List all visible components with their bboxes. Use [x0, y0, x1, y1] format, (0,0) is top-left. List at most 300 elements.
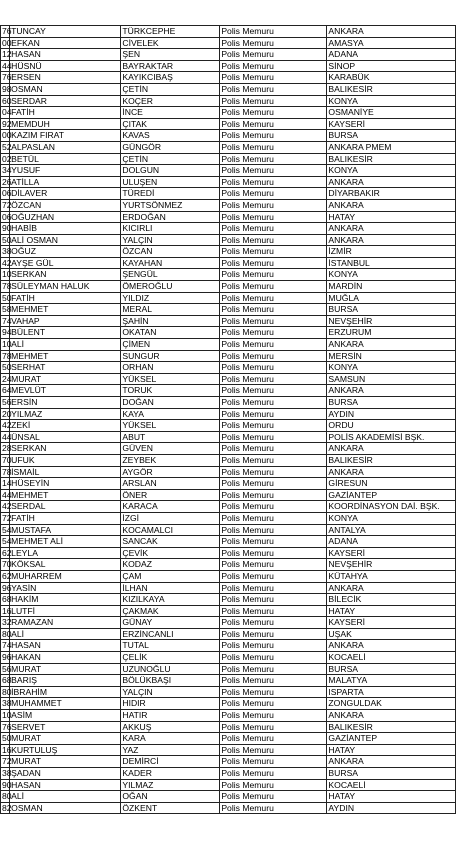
city-cell: BALIKESİR: [327, 153, 456, 165]
row-number-cell: 74: [2, 315, 12, 326]
city-cell: KONYA: [327, 512, 456, 524]
city-cell: BİLECİK: [327, 594, 456, 606]
table-row: [1, 547, 456, 559]
surname-cell: ARSLAN: [121, 478, 220, 490]
table-row: [1, 791, 456, 803]
row-number-cell: 04: [2, 107, 12, 118]
first-name-cell: MURAT: [10, 733, 121, 745]
row-number-cell: 96: [2, 582, 12, 593]
surname-cell: KARA: [121, 733, 220, 745]
first-name-cell: FATİH: [10, 512, 121, 524]
row-number-cell: 80: [2, 791, 12, 802]
table-row: [1, 768, 456, 780]
first-name-cell: SERHAT: [10, 362, 121, 374]
city-cell: ANKARA: [327, 339, 456, 351]
first-name-cell: HAKİM: [10, 594, 121, 606]
first-name-cell: ALİ: [10, 628, 121, 640]
first-name-cell: SERKAN: [10, 269, 121, 281]
rank-cell: Polis Memuru: [220, 744, 327, 756]
surname-cell: ÇEVİK: [121, 547, 220, 559]
table-row: [1, 570, 456, 582]
surname-cell: ÖZKENT: [121, 802, 220, 814]
city-cell: AYDIN: [327, 408, 456, 420]
row-number-cell: 26: [2, 176, 12, 187]
rank-cell: Polis Memuru: [220, 141, 327, 153]
city-cell: GİRESUN: [327, 478, 456, 490]
rank-cell: Polis Memuru: [220, 385, 327, 397]
first-name-cell: MUHARREM: [10, 570, 121, 582]
personnel-table-body: [1, 26, 456, 814]
table-row: [1, 153, 456, 165]
surname-cell: İLHAN: [121, 582, 220, 594]
city-cell: ANKARA: [327, 582, 456, 594]
first-name-cell: ŞADAN: [10, 768, 121, 780]
row-number-cell: 06: [2, 211, 12, 222]
first-name-cell: SÜLEYMAN HALUK: [10, 281, 121, 293]
first-name-cell: YUSUF: [10, 165, 121, 177]
rank-cell: Polis Memuru: [220, 489, 327, 501]
rank-cell: Polis Memuru: [220, 165, 327, 177]
rank-cell: Polis Memuru: [220, 698, 327, 710]
table-row: [1, 478, 456, 490]
rank-cell: Polis Memuru: [220, 675, 327, 687]
first-name-cell: DİLAVER: [10, 188, 121, 200]
table-row: [1, 675, 456, 687]
surname-cell: YALÇIN: [121, 234, 220, 246]
city-cell: KOCAELİ: [327, 779, 456, 791]
surname-cell: ULUŞEN: [121, 176, 220, 188]
surname-cell: GÜNGÖR: [121, 141, 220, 153]
surname-cell: KOÇER: [121, 95, 220, 107]
first-name-cell: ZEKİ: [10, 420, 121, 432]
city-cell: HATAY: [327, 791, 456, 803]
city-cell: MARDİN: [327, 281, 456, 293]
row-number-cell: 64: [2, 385, 12, 396]
rank-cell: Polis Memuru: [220, 466, 327, 478]
surname-cell: GÜNAY: [121, 617, 220, 629]
surname-cell: ŞEN: [121, 49, 220, 61]
first-name-cell: İBRAHİM: [10, 686, 121, 698]
table-row: [1, 292, 456, 304]
first-name-cell: MEHMET: [10, 489, 121, 501]
city-cell: KARABÜK: [327, 72, 456, 84]
row-number-cell: 54: [2, 524, 12, 535]
rank-cell: Polis Memuru: [220, 60, 327, 72]
surname-cell: KAYIKCIBAŞ: [121, 72, 220, 84]
surname-cell: İNCE: [121, 107, 220, 119]
row-number-cell: 72: [2, 756, 12, 767]
rank-cell: Polis Memuru: [220, 26, 327, 38]
rank-cell: Polis Memuru: [220, 802, 327, 814]
surname-cell: TÜRKCEPHE: [121, 26, 220, 38]
table-row: [1, 431, 456, 443]
surname-cell: ORHAN: [121, 362, 220, 374]
rank-cell: Polis Memuru: [220, 454, 327, 466]
city-cell: POLİS AKADEMİSİ BŞK.: [327, 431, 456, 443]
city-cell: KÜTAHYA: [327, 570, 456, 582]
row-number-cell: 92: [2, 118, 12, 129]
surname-cell: KICIRLI: [121, 223, 220, 235]
table-row: [1, 420, 456, 432]
first-name-cell: YILMAZ: [10, 408, 121, 420]
first-name-cell: FATİH: [10, 107, 121, 119]
city-cell: MERSİN: [327, 350, 456, 362]
city-cell: BALIKESİR: [327, 83, 456, 95]
city-cell: ERZURUM: [327, 327, 456, 339]
table-row: [1, 199, 456, 211]
table-row: [1, 744, 456, 756]
first-name-cell: LEYLA: [10, 547, 121, 559]
surname-cell: ÇAKMAK: [121, 605, 220, 617]
surname-cell: TÜREDİ: [121, 188, 220, 200]
city-cell: NEVŞEHİR: [327, 315, 456, 327]
row-number-cell: 06: [2, 188, 12, 199]
surname-cell: YALÇIN: [121, 686, 220, 698]
row-number-cell: 28: [2, 443, 12, 454]
surname-cell: SANCAK: [121, 536, 220, 548]
rank-cell: Polis Memuru: [220, 246, 327, 258]
surname-cell: KODAZ: [121, 559, 220, 571]
row-number-cell: 80: [2, 628, 12, 639]
city-cell: İSTANBUL: [327, 257, 456, 269]
rank-cell: Polis Memuru: [220, 397, 327, 409]
surname-cell: ÖZCAN: [121, 246, 220, 258]
first-name-cell: OSMAN: [10, 83, 121, 95]
row-number-cell: 90: [2, 779, 12, 790]
rank-cell: Polis Memuru: [220, 524, 327, 536]
rank-cell: Polis Memuru: [220, 130, 327, 142]
rank-cell: Polis Memuru: [220, 176, 327, 188]
table-row: [1, 339, 456, 351]
first-name-cell: HAKAN: [10, 652, 121, 664]
table-row: [1, 617, 456, 629]
row-number-cell: 50: [2, 362, 12, 373]
rank-cell: Polis Memuru: [220, 721, 327, 733]
row-number-cell: 72: [2, 199, 12, 210]
rank-cell: Polis Memuru: [220, 605, 327, 617]
city-cell: NEVŞEHİR: [327, 559, 456, 571]
rank-cell: Polis Memuru: [220, 640, 327, 652]
city-cell: BURSA: [327, 397, 456, 409]
surname-cell: BÖLÜKBAŞI: [121, 675, 220, 687]
row-number-cell: 38: [2, 246, 12, 257]
rank-cell: Polis Memuru: [220, 257, 327, 269]
surname-cell: YÜKSEL: [121, 420, 220, 432]
surname-cell: KADER: [121, 768, 220, 780]
row-number-cell: 74: [2, 640, 12, 651]
rank-cell: Polis Memuru: [220, 628, 327, 640]
first-name-cell: UFUK: [10, 454, 121, 466]
first-name-cell: OSMAN: [10, 802, 121, 814]
city-cell: MALATYA: [327, 675, 456, 687]
city-cell: ANKARA: [327, 176, 456, 188]
surname-cell: ŞENGÜL: [121, 269, 220, 281]
rank-cell: Polis Memuru: [220, 501, 327, 513]
rank-cell: Polis Memuru: [220, 188, 327, 200]
table-row: [1, 779, 456, 791]
first-name-cell: HÜSEYİN: [10, 478, 121, 490]
surname-cell: UZUNOĞLU: [121, 663, 220, 675]
surname-cell: DEMİRCİ: [121, 756, 220, 768]
rank-cell: Polis Memuru: [220, 223, 327, 235]
surname-cell: İZGİ: [121, 512, 220, 524]
table-row: [1, 269, 456, 281]
row-number-cell: 44: [2, 489, 12, 500]
rank-cell: Polis Memuru: [220, 710, 327, 722]
surname-cell: ZEYBEK: [121, 454, 220, 466]
table-row: [1, 211, 456, 223]
table-row: [1, 83, 456, 95]
first-name-cell: MEVLÜT: [10, 385, 121, 397]
table-row: [1, 246, 456, 258]
city-cell: İZMİR: [327, 246, 456, 258]
first-name-cell: MURAT: [10, 663, 121, 675]
surname-cell: ABUT: [121, 431, 220, 443]
rank-cell: Polis Memuru: [220, 570, 327, 582]
table-row: [1, 385, 456, 397]
surname-cell: AYGÖR: [121, 466, 220, 478]
city-cell: KAYSERİ: [327, 617, 456, 629]
first-name-cell: FATİH: [10, 292, 121, 304]
rank-cell: Polis Memuru: [220, 768, 327, 780]
city-cell: BALIKESİR: [327, 454, 456, 466]
row-number-cell: 94: [2, 327, 12, 338]
city-cell: MUĞLA: [327, 292, 456, 304]
city-cell: ANKARA: [327, 756, 456, 768]
row-number-cell: 42: [2, 501, 12, 512]
first-name-cell: SERDAL: [10, 501, 121, 513]
city-cell: ANKARA: [327, 385, 456, 397]
first-name-cell: HASAN: [10, 640, 121, 652]
rank-cell: Polis Memuru: [220, 327, 327, 339]
table-row: [1, 257, 456, 269]
city-cell: ANKARA: [327, 466, 456, 478]
table-row: [1, 605, 456, 617]
rank-cell: Polis Memuru: [220, 350, 327, 362]
city-cell: ISPARTA: [327, 686, 456, 698]
row-number-cell: 16: [2, 744, 12, 755]
table-row: [1, 721, 456, 733]
table-row: [1, 234, 456, 246]
table-row: [1, 188, 456, 200]
first-name-cell: OĞUZHAN: [10, 211, 121, 223]
surname-cell: KARACA: [121, 501, 220, 513]
city-cell: KONYA: [327, 165, 456, 177]
table-row: [1, 501, 456, 513]
row-number-cell: 96: [2, 652, 12, 663]
surname-cell: ERDOĞAN: [121, 211, 220, 223]
surname-cell: KIZILKAYA: [121, 594, 220, 606]
city-cell: BALIKESİR: [327, 721, 456, 733]
table-row: [1, 594, 456, 606]
surname-cell: SUNGUR: [121, 350, 220, 362]
first-name-cell: RAMAZAN: [10, 617, 121, 629]
row-number-cell: 78: [2, 350, 12, 361]
rank-cell: Polis Memuru: [220, 779, 327, 791]
first-name-cell: ALPASLAN: [10, 141, 121, 153]
table-row: [1, 49, 456, 61]
table-row: [1, 304, 456, 316]
city-cell: ANKARA: [327, 223, 456, 235]
row-number-cell: 78: [2, 466, 12, 477]
rank-cell: Polis Memuru: [220, 281, 327, 293]
first-name-cell: HASAN: [10, 779, 121, 791]
first-name-cell: MURAT: [10, 373, 121, 385]
first-name-cell: MUHAMMET: [10, 698, 121, 710]
first-name-cell: KAZIM FIRAT: [10, 130, 121, 142]
table-row: [1, 397, 456, 409]
table-row: [1, 60, 456, 72]
city-cell: ANKARA PMEM: [327, 141, 456, 153]
surname-cell: ÖNER: [121, 489, 220, 501]
surname-cell: DOLGUN: [121, 165, 220, 177]
city-cell: AYDIN: [327, 802, 456, 814]
surname-cell: DOĞAN: [121, 397, 220, 409]
rank-cell: Polis Memuru: [220, 153, 327, 165]
row-number-cell: 72: [2, 512, 12, 523]
row-number-cell: 38: [2, 698, 12, 709]
first-name-cell: ALİ: [10, 791, 121, 803]
city-cell: ADANA: [327, 536, 456, 548]
surname-cell: YILDIZ: [121, 292, 220, 304]
surname-cell: YAZ: [121, 744, 220, 756]
city-cell: ORDU: [327, 420, 456, 432]
table-row: [1, 582, 456, 594]
first-name-cell: SERVET: [10, 721, 121, 733]
first-name-cell: SERKAN: [10, 443, 121, 455]
row-number-cell: 56: [2, 397, 12, 407]
city-cell: ANKARA: [327, 199, 456, 211]
row-number-cell: 76: [2, 72, 12, 83]
row-number-cell: 50: [2, 234, 12, 245]
table-row: [1, 652, 456, 664]
surname-cell: ŞAHİN: [121, 315, 220, 327]
surname-cell: TUTAL: [121, 640, 220, 652]
surname-cell: ÇAM: [121, 570, 220, 582]
first-name-cell: MUSTAFA: [10, 524, 121, 536]
table-row: [1, 118, 456, 130]
rank-cell: Polis Memuru: [220, 652, 327, 664]
first-name-cell: OĞUZ: [10, 246, 121, 258]
row-number-cell: 42: [2, 420, 12, 431]
rank-cell: Polis Memuru: [220, 582, 327, 594]
row-number-cell: 62: [2, 570, 12, 581]
table-row: [1, 524, 456, 536]
table-row: [1, 466, 456, 478]
first-name-cell: HÜSNÜ: [10, 60, 121, 72]
table-row: [1, 373, 456, 385]
rank-cell: Polis Memuru: [220, 37, 327, 49]
rank-cell: Polis Memuru: [220, 431, 327, 443]
row-number-cell: 02: [2, 153, 12, 164]
first-name-cell: MURAT: [10, 756, 121, 768]
table-row: [1, 26, 456, 38]
city-cell: KONYA: [327, 269, 456, 281]
surname-cell: ÇELİK: [121, 652, 220, 664]
city-cell: ANKARA: [327, 443, 456, 455]
rank-cell: Polis Memuru: [220, 617, 327, 629]
city-cell: GAZİANTEP: [327, 489, 456, 501]
first-name-cell: ERSİN: [10, 397, 121, 409]
table-row: [1, 130, 456, 142]
table-row: [1, 95, 456, 107]
rank-cell: Polis Memuru: [220, 118, 327, 130]
table-row: [1, 315, 456, 327]
table-row: [1, 454, 456, 466]
surname-cell: CİVELEK: [121, 37, 220, 49]
row-number-cell: 00: [2, 37, 12, 48]
city-cell: ADANA: [327, 49, 456, 61]
city-cell: SAMSUN: [327, 373, 456, 385]
table-row: [1, 362, 456, 374]
rank-cell: Polis Memuru: [220, 199, 327, 211]
city-cell: ANKARA: [327, 640, 456, 652]
first-name-cell: BETÜL: [10, 153, 121, 165]
first-name-cell: KÖKSAL: [10, 559, 121, 571]
rank-cell: Polis Memuru: [220, 791, 327, 803]
first-name-cell: İSMAİL: [10, 466, 121, 478]
table-row: [1, 350, 456, 362]
rank-cell: Polis Memuru: [220, 420, 327, 432]
city-cell: KOORDİNASYON DAİ. BŞK.: [327, 501, 456, 513]
row-number-cell: 76: [2, 721, 12, 732]
row-number-cell: 76: [2, 26, 12, 36]
table-row: [1, 756, 456, 768]
first-name-cell: ATİLLA: [10, 176, 121, 188]
first-name-cell: ALİ: [10, 339, 121, 351]
city-cell: AMASYA: [327, 37, 456, 49]
rank-cell: Polis Memuru: [220, 95, 327, 107]
table-row: [1, 686, 456, 698]
row-number-cell: 44: [2, 60, 12, 71]
rank-cell: Polis Memuru: [220, 234, 327, 246]
surname-cell: KAYA: [121, 408, 220, 420]
surname-cell: AKKUŞ: [121, 721, 220, 733]
city-cell: SİNOP: [327, 60, 456, 72]
row-number-cell: 50: [2, 292, 12, 303]
city-cell: KAYSERİ: [327, 118, 456, 130]
city-cell: HATAY: [327, 744, 456, 756]
row-number-cell: 10: [2, 710, 12, 721]
row-number-cell: 54: [2, 536, 12, 547]
row-number-cell: 34: [2, 165, 12, 176]
first-name-cell: MEHMET: [10, 304, 121, 316]
table-row: [1, 223, 456, 235]
surname-cell: OĞAN: [121, 791, 220, 803]
city-cell: HATAY: [327, 211, 456, 223]
table-row: [1, 489, 456, 501]
surname-cell: OKATAN: [121, 327, 220, 339]
table-row: [1, 37, 456, 49]
rank-cell: Polis Memuru: [220, 49, 327, 61]
city-cell: ZONGULDAK: [327, 698, 456, 710]
rank-cell: Polis Memuru: [220, 547, 327, 559]
row-number-cell: 52: [2, 141, 12, 152]
table-row: [1, 141, 456, 153]
table-row: [1, 628, 456, 640]
row-number-cell: 70: [2, 559, 12, 570]
city-cell: KOCAELİ: [327, 652, 456, 664]
first-name-cell: BÜLENT: [10, 327, 121, 339]
table-row: [1, 176, 456, 188]
row-number-cell: 00: [2, 130, 12, 141]
row-number-cell: 82: [2, 802, 12, 813]
row-number-cell: 10: [2, 339, 12, 350]
rank-cell: Polis Memuru: [220, 373, 327, 385]
rank-cell: Polis Memuru: [220, 339, 327, 351]
city-cell: ANTALYA: [327, 524, 456, 536]
row-number-cell: 70: [2, 454, 12, 465]
